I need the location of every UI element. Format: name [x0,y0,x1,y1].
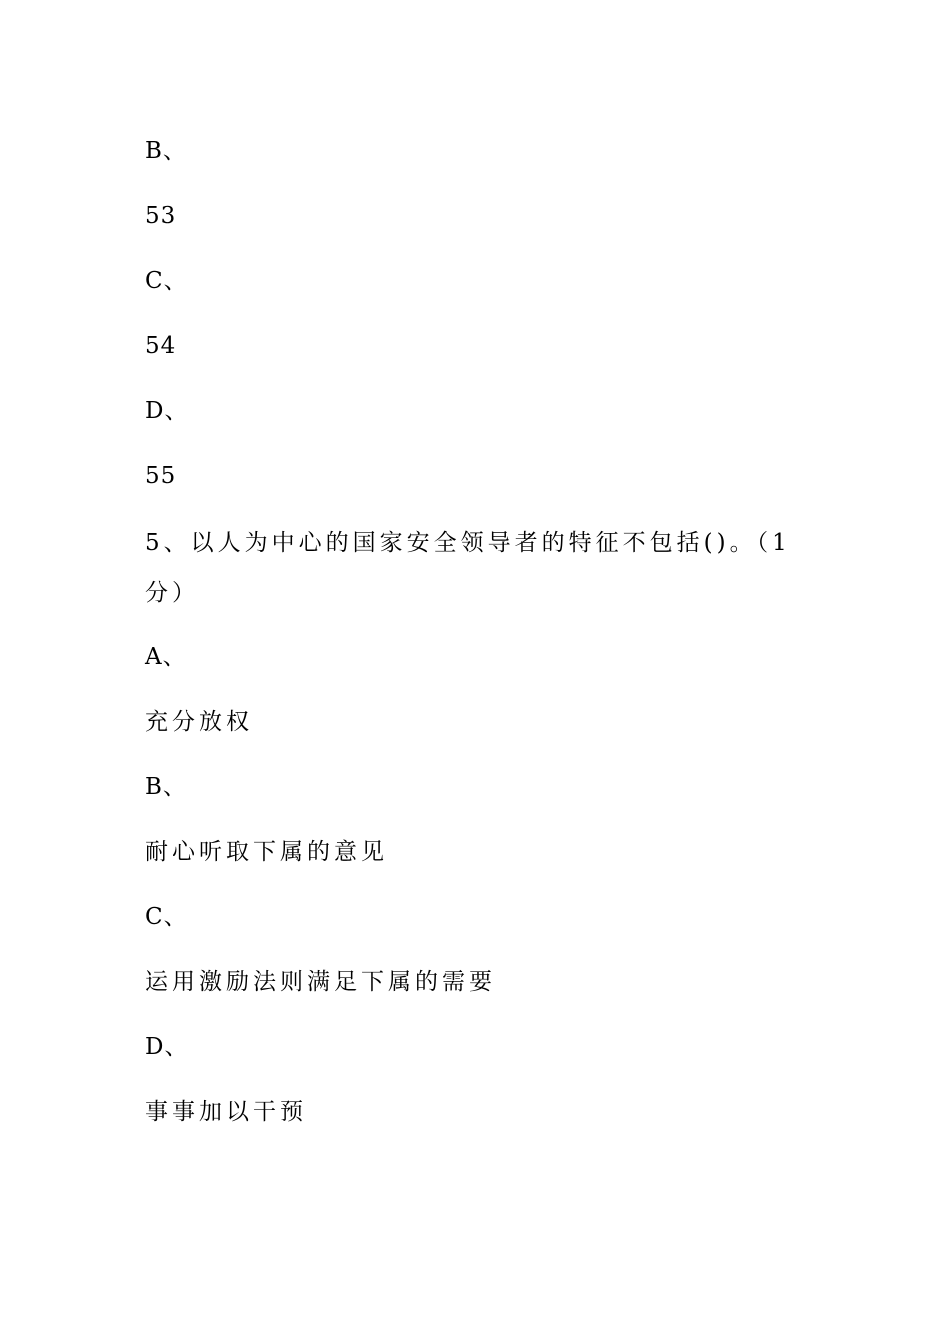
option-text-d: 55 [145,463,177,489]
question-5-stem-line-2: 分） [145,580,199,606]
q5-option-text-d: 事事加以干预 [145,1099,307,1125]
q5-option-letter-a: A、 [145,644,187,670]
q5-option-letter-b: B、 [145,774,187,800]
q5-option-text-b: 耐心听取下属的意见 [145,839,388,865]
q5-option-text-c: 运用激励法则满足下属的需要 [145,969,496,995]
question-5-stem-line-1: 5、以人为中心的国家安全领导者的特征不包括()。（1 [145,530,791,556]
option-text-c: 54 [145,333,177,359]
q5-option-text-a: 充分放权 [145,709,253,735]
option-letter-b: B、 [145,138,187,164]
q5-option-letter-d: D、 [145,1034,189,1060]
option-letter-d: D、 [145,398,189,424]
option-text-b: 53 [145,203,177,229]
option-letter-c: C、 [145,268,188,294]
q5-option-letter-c: C、 [145,904,188,930]
